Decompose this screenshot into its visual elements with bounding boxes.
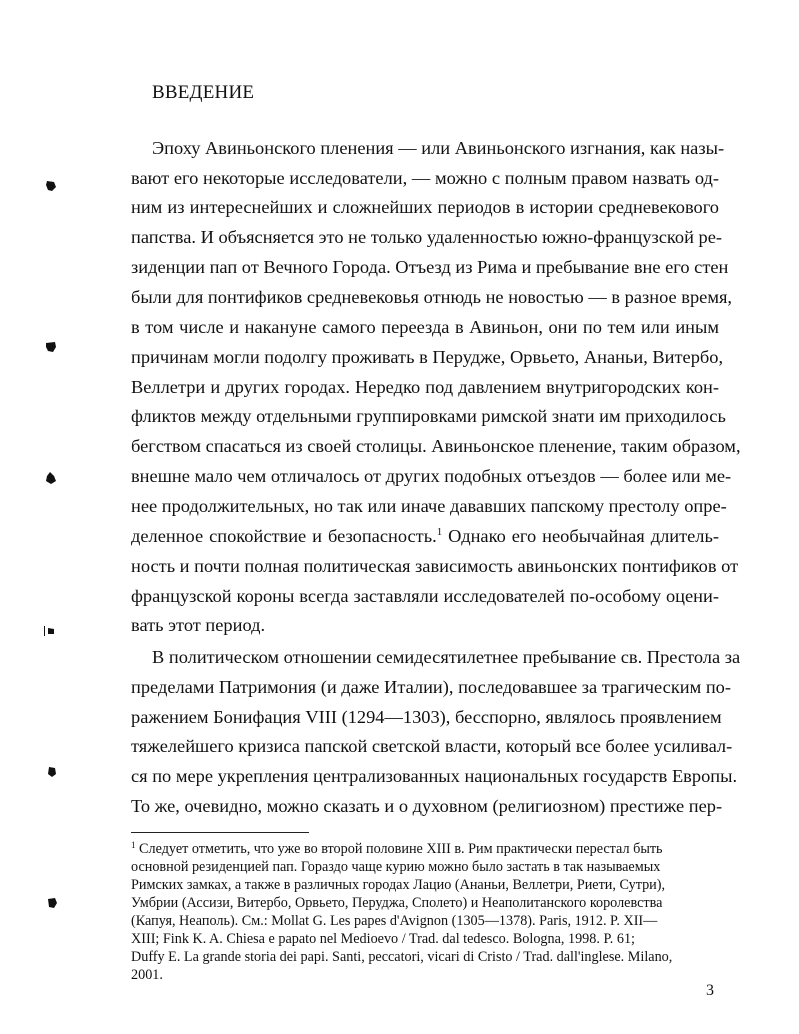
punch-hole-mark (42, 624, 56, 638)
text-fragment: Следует отметить, что уже во второй половине XIII в. Рим практически перестал быть (135, 841, 663, 857)
text-line: ся по мере укрепления централизованных национальных государств Европы. (131, 766, 738, 786)
punch-hole-mark (44, 179, 58, 193)
text-line: То же, очевидно, можно сказать и о духовном (религиозном) престиже пер- (131, 796, 723, 816)
footnote-line: Умбрии (Ассизи, Витербо, Орвьето, Перуджа, Сполето) и Неаполитанского королевства (131, 895, 663, 911)
punch-hole-mark (44, 340, 58, 354)
footnote-line: XIII; Fink K. A. Chiesa e papato nel Medioevo / Trad. dal tedesco. Bologna, 1998. P. 61; (131, 931, 635, 947)
page-number: 3 (706, 982, 714, 999)
footnote-line: (Капуя, Неаполь). См.: Mollat G. Les papes d'Avignon (1305—1378). Paris, 1912. P. XII— (131, 913, 658, 929)
text-line: вать этот период. (131, 615, 266, 635)
footnote-line: 2001. (131, 967, 163, 983)
footnote-line: основной резиденцией пап. Гораздо чаще курию можно было застать в так называемых (131, 859, 661, 875)
footnote-line: Римских замках, а также в различных городах Лацио (Ананьи, Веллетри, Риети, Сутри), (131, 877, 666, 893)
text-line: ражением Бонифация VIII (1294—1303), бесспорно, являлось проявлением (131, 707, 722, 727)
footnote-marker: 1 (131, 840, 136, 850)
punch-hole-mark (45, 896, 59, 910)
text-line: пределами Патримония (и даже Италии), последовавшее за трагическим по- (131, 677, 732, 697)
text-line: в том числе и накануне самого переезда в Авиньон, они по тем или иным (131, 317, 719, 337)
text-fragment: Однако его необычайная длитель- (442, 526, 720, 546)
text-line: тяжелейшего кризиса папской светской власти, который все более усиливал- (131, 736, 733, 756)
footnote-separator (131, 832, 309, 833)
text-line: В политическом отношении семидесятилетнее пребывание св. Престола за (152, 647, 741, 667)
text-line: фликтов между отдельными группировками римской знати им приходилось (131, 406, 726, 426)
text-line: вают его некоторые исследователи, — можно с полным правом назвать од- (131, 168, 719, 188)
text-line: нее продолжительных, но так или иначе дававших папскому престолу опре- (131, 496, 727, 516)
footnote-reference: 1 (436, 526, 443, 538)
text-line: были для понтификов средневековья отнюдь не новостью — в разное время, (131, 287, 733, 307)
text-line: ним из интереснейших и сложнейших периодов в истории средневекового (131, 197, 719, 217)
text-line: французской короны всегда заставляли исследователей по-особому оцени- (131, 586, 719, 606)
text-line: зиденции пап от Вечного Города. Отъезд из Рима и пребывание вне его стен (131, 257, 729, 277)
footnote-line: Duffy E. La grande storia dei papi. Santi, peccatori, vicari di Cristo / Trad. dall'inglese. Milano, (131, 949, 673, 965)
text-line: бегством спасаться из своей столицы. Авиньонское пленение, таким образом, (131, 436, 741, 456)
text-line: ность и почти полная политическая зависимость авиньонских понтификов от (131, 556, 739, 576)
text-line: причинам могли подолгу проживать в Перудже, Орвьето, Ананьи, Витербо, (131, 347, 724, 367)
text-line: Веллетри и других городах. Нередко под давлением внутригородских кон- (131, 377, 719, 397)
text-line (131, 525, 719, 547)
punch-hole-mark (44, 471, 58, 485)
text-line: внешне мало чем отличалось от других подобных отъездов — более или ме- (131, 466, 732, 486)
punch-hole-mark (45, 765, 59, 779)
page-heading: ВВЕДЕНИЕ (152, 82, 255, 103)
text-line: папства. И объясняется это не только удаленностью южно-французской ре- (131, 227, 723, 247)
footnote-line (131, 840, 719, 858)
text-line: Эпоху Авиньонского пленения — или Авиньонского изгнания, как назы- (152, 138, 725, 158)
text-fragment: деленное спокойствие и безопасность. (131, 526, 437, 546)
